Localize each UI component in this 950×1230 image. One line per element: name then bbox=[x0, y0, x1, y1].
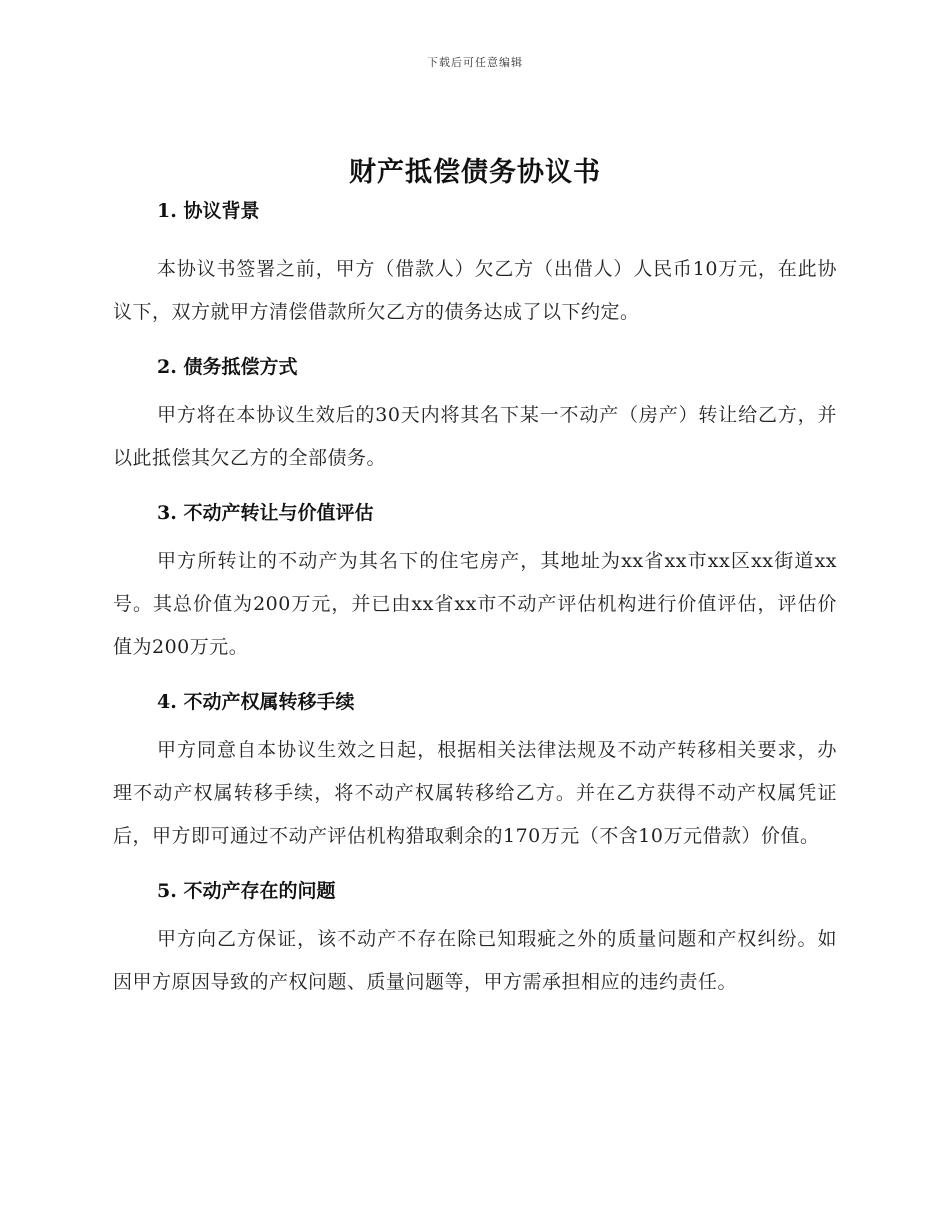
section-3 bbox=[113, 498, 837, 669]
header-note: 下载后可任意编辑 bbox=[427, 56, 523, 69]
section-body: 甲方向乙方保证，该不动产不存在除已知瑕疵之外的质量问题和产权纠纷。如因甲方原因导致的产权问题、质量问题等，甲方需承担相应的违约责任。 bbox=[113, 928, 837, 993]
section-5 bbox=[113, 876, 837, 1004]
section-body: 甲方所转让的不动产为其名下的住宅房产，其地址为xx省xx市xx区xx街道xx号。其总价值为200万元，并已由xx省xx市不动产评估机构进行价值评估，评估价值为200万元。 bbox=[113, 550, 837, 658]
document-content bbox=[113, 196, 837, 1004]
section-body: 本协议书签署之前，甲方（借款人）欠乙方（出借人）人民币10万元，在此协议下，双方就甲方清偿借款所欠乙方的债务达成了以下约定。 bbox=[113, 258, 837, 323]
document-title: 财产抵偿债务协议书 bbox=[349, 157, 601, 188]
section-body: 甲方将在本协议生效后的30天内将其名下某一不动产（房产）转让给乙方，并以此抵偿其欠乙方的全部债务。 bbox=[113, 404, 837, 469]
section-heading: 5. 不动产存在的问题 bbox=[157, 880, 336, 902]
section-heading: 3. 不动产转让与价值评估 bbox=[157, 502, 374, 524]
section-heading: 1. 协议背景 bbox=[157, 200, 260, 222]
section-4 bbox=[113, 687, 837, 858]
section-1 bbox=[113, 196, 837, 334]
section-heading: 4. 不动产权属转移手续 bbox=[157, 691, 355, 713]
section-body: 甲方同意自本协议生效之日起，根据相关法律法规及不动产转移相关要求，办理不动产权属转移手续，将不动产权属转移给乙方。并在乙方获得不动产权属凭证后，甲方即可通过不动产评估机构猎取剩余的170万元（不含10万元借款）价值。 bbox=[113, 739, 837, 847]
section-heading: 2. 债务抵偿方式 bbox=[157, 356, 298, 378]
section-2 bbox=[113, 352, 837, 480]
